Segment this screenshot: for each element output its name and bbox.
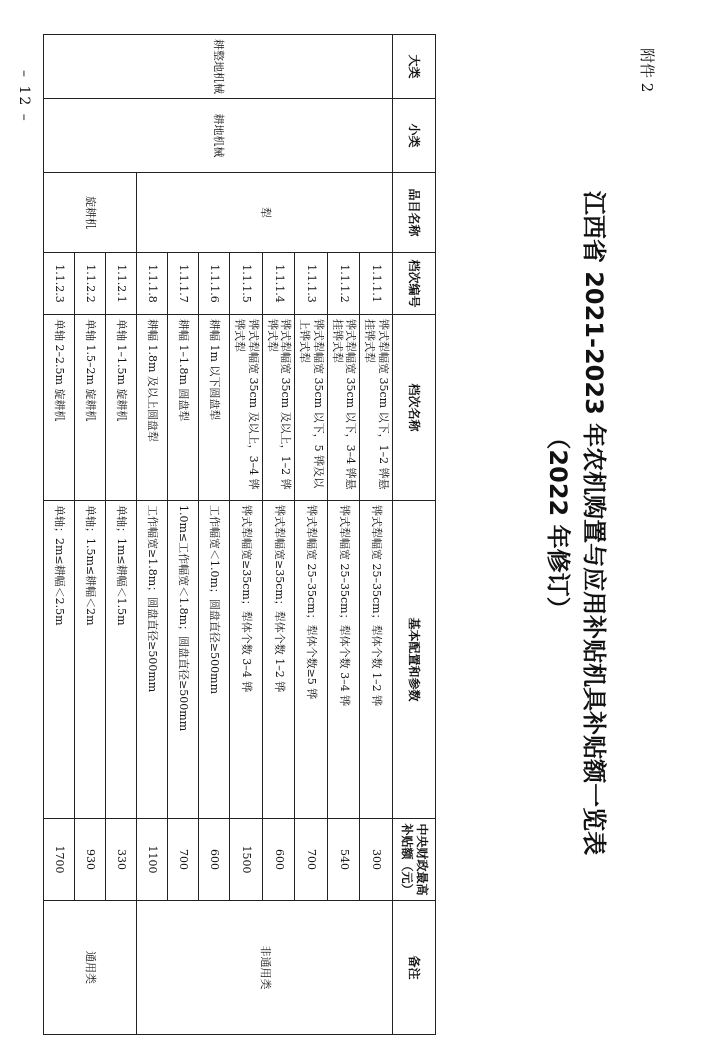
page-title: 江西省 2021-2023 年农机购置与应用补贴机具补贴额一览表	[580, 190, 608, 856]
header-subsidy: 中央财政最高补贴额（元）	[393, 819, 436, 901]
header-remark: 备注	[393, 901, 436, 1035]
grade-name: 耕幅 1–1.8m 圆盘犁	[168, 315, 199, 501]
params: 1.0m≤工作幅宽＜1.8m；圆盘直径≥500mm	[168, 501, 199, 819]
grade-name: 耕幅 1.8m 及以上圆盘犁	[137, 315, 168, 501]
grade-name: 单轴 2–2.5m 旋耕机	[44, 315, 75, 501]
item-rotary-cell: 旋耕机	[44, 173, 137, 253]
grade-code: 1.1.2.1	[106, 253, 137, 315]
subsidy: 1500	[230, 819, 263, 901]
category-cell: 耕整地机械	[44, 35, 393, 99]
params: 单轴；1m≤耕幅＜1.5m	[106, 501, 137, 819]
grade-name: 耕幅 1m 以下圆盘犁	[199, 315, 230, 501]
page-subtitle: （2022 年修订）	[544, 425, 572, 621]
grade-code: 1.1.1.4	[263, 253, 296, 315]
params: 单轴；2m≤耕幅＜2.5m	[44, 501, 75, 819]
subsidy: 600	[263, 819, 296, 901]
subcategory-cell: 耕地机械	[44, 99, 393, 173]
header-category: 大类	[393, 35, 436, 99]
grade-code: 1.1.1.5	[230, 253, 263, 315]
header-item: 品目名称	[393, 173, 436, 253]
grade-code: 1.1.1.1	[360, 253, 393, 315]
params: 单轴；1.5m≤耕幅＜2m	[75, 501, 106, 819]
params: 工作幅宽＜1.0m；圆盘直径≥500mm	[199, 501, 230, 819]
params: 铧式犁幅宽 25–35cm；犁体个数≥5 铧	[295, 501, 328, 819]
subsidy: 930	[75, 819, 106, 901]
table-row	[360, 35, 393, 1035]
subsidy: 700	[295, 819, 328, 901]
params: 铧式犁幅宽≥35cm；犁体个数 1–2 铧	[263, 501, 296, 819]
subsidy: 300	[360, 819, 393, 901]
params: 铧式犁幅宽 25–35cm；犁体个数 1–2 铧	[360, 501, 393, 819]
table-body	[44, 35, 393, 1035]
item-plough-cell: 犁	[137, 173, 393, 253]
page-number: – 12 –	[16, 70, 32, 123]
grade-name: 铧式犁幅宽 35cm 及以上，3–4 铧铧式犁	[230, 315, 263, 501]
grade-code: 1.1.1.2	[328, 253, 361, 315]
subsidy: 1100	[137, 819, 168, 901]
grade-name: 铧式犁幅宽 35cm 以下，5 铧及以上铧式犁	[295, 315, 328, 501]
subsidy: 540	[328, 819, 361, 901]
grade-code: 1.1.1.8	[137, 253, 168, 315]
grade-name: 铧式犁幅宽 35cm 以下，1–2 铧悬挂铧式犁	[360, 315, 393, 501]
subsidy: 700	[168, 819, 199, 901]
params: 铧式犁幅宽≥35cm；犁体个数 3–4 铧	[230, 501, 263, 819]
grade-code: 1.1.2.3	[44, 253, 75, 315]
subsidy: 600	[199, 819, 230, 901]
grade-name: 铧式犁幅宽 35cm 及以上，1–2 铧铧式犁	[263, 315, 296, 501]
grade-name: 铧式犁幅宽 35cm 以下，3–4 铧悬挂铧式犁	[328, 315, 361, 501]
header-subcategory: 小类	[393, 99, 436, 173]
header-grade-name: 档次名称	[393, 315, 436, 501]
attachment-label: 附件 2	[638, 48, 656, 93]
grade-name: 单轴 1.5–2m 旋耕机	[75, 315, 106, 501]
params: 铧式犁幅宽 25–35cm；犁体个数 3–4 铧	[328, 501, 361, 819]
table-row	[106, 35, 137, 1035]
grade-code: 1.1.2.2	[75, 253, 106, 315]
grade-code: 1.1.1.3	[295, 253, 328, 315]
grade-name: 单轴 1–1.5m 旋耕机	[106, 315, 137, 501]
subsidy: 330	[106, 819, 137, 901]
grade-code: 1.1.1.7	[168, 253, 199, 315]
subsidy: 1700	[44, 819, 75, 901]
header-row	[393, 35, 436, 1035]
header-grade-code: 档次编号	[393, 253, 436, 315]
remark-plough-cell: 非通用类	[137, 901, 393, 1035]
grade-code: 1.1.1.6	[199, 253, 230, 315]
params: 工作幅宽≥1.8m；圆盘直径≥500mm	[137, 501, 168, 819]
remark-rotary-cell: 通用类	[44, 901, 137, 1035]
subsidy-table	[44, 34, 437, 1035]
header-params: 基本配置和参数	[393, 501, 436, 819]
